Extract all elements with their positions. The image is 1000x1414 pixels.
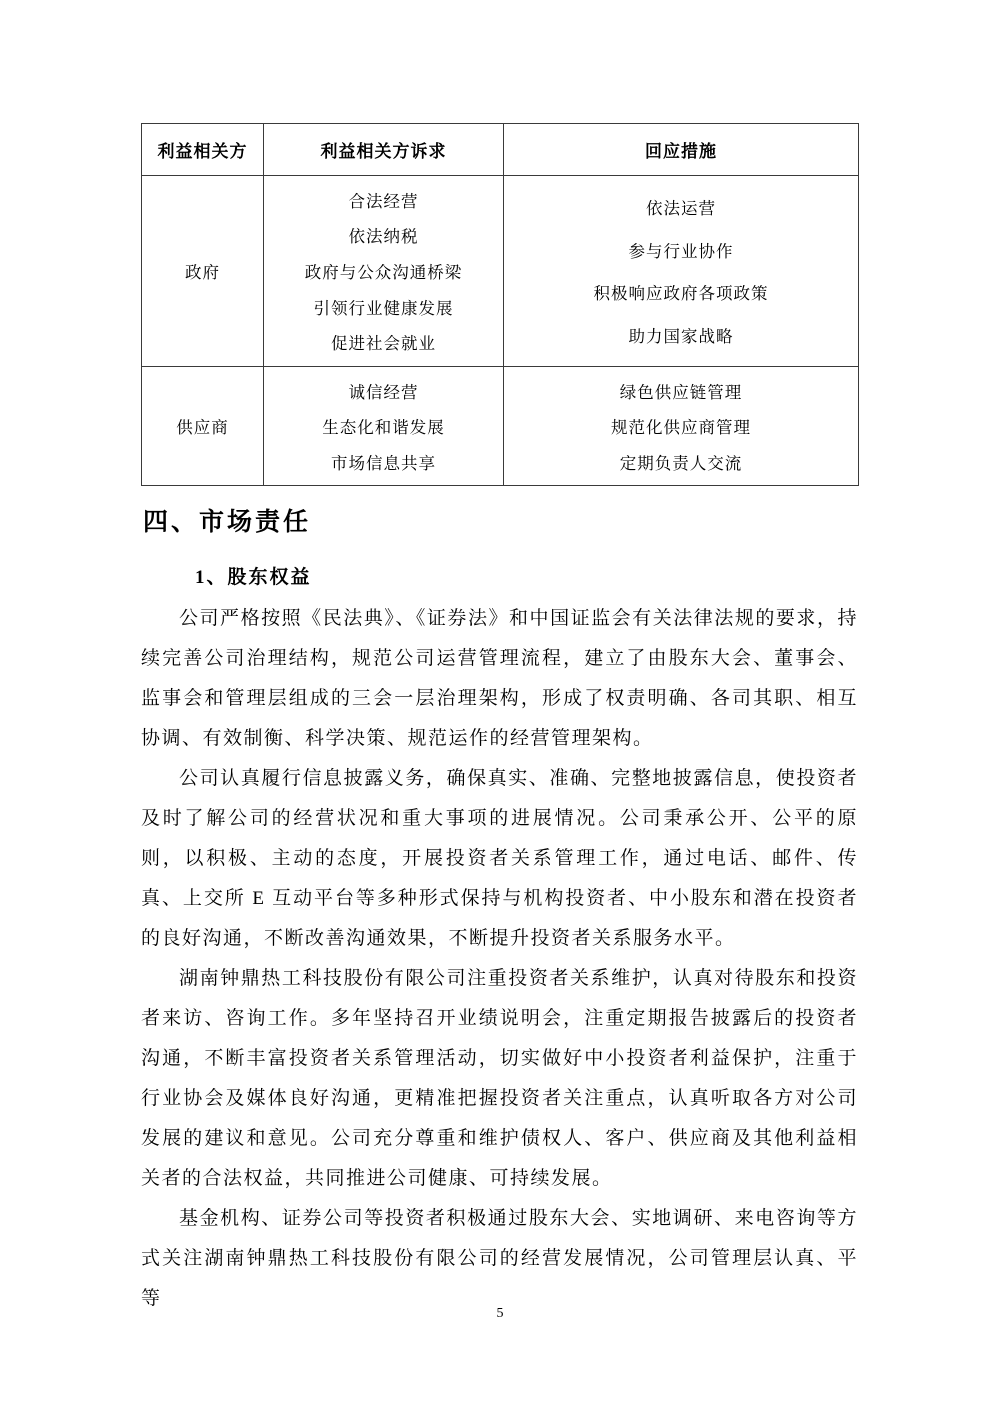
demand-item: 政府与公众沟通桥梁 [304,262,463,282]
paragraph: 基金机构、证券公司等投资者积极通过股东大会、实地调研、来电咨询等方式关注湖南钟鼎热工科技股份有限公司的经营发展情况，公司管理层认真、平等 [141,1208,858,1309]
table-row-supplier [142,367,859,486]
response-item: 定期负责人交流 [619,453,743,473]
demand-item: 依法纳税 [348,227,419,247]
demand-item: 生态化和谐发展 [322,418,445,437]
paragraph: 湖南钟鼎热工科技股份有限公司注重投资者关系维护，认真对待股东和投资者来访、咨询工作。多年坚持召开业绩说明会，注重定期报告披露后的投资者沟通，不断丰富投资者关系管理活动，切实做好中小投资者利益保护，注重于行业协会及媒体良好沟通，更精准把握投资者关注重点，认真听取各方对公司发展的建议和意见。公司充分尊重和维护债权人、客户、供应商及其他利益相关者的合法权益，共同推进公司健康、可持续发展。 [141,968,858,1189]
paragraph: 公司认真履行信息披露义务，确保真实、准确、完整地披露信息，使投资者及时了解公司的经营状况和重大事项的进展情况。公司秉承公开、公平的原则，以积极、主动的态度，开展投资者关系管理工作，通过电话、邮件、传真、上交所 E 互动平台等多种形式保持与机构投资者、中小股东和潜在投资者的良好沟通，不断改善沟通效果，不断提升投资者关系服务水平。 [141,768,858,949]
stakeholder-cell-supplier [142,367,264,486]
demand-item: 诚信经营 [348,382,419,402]
responses-cell-government [504,176,859,367]
table-header-row [142,124,859,176]
table-header-stakeholder: 利益相关方 [142,124,264,176]
response-item: 参与行业协作 [628,241,734,261]
subsection-title: 1、股东权益 [195,567,312,588]
demand-item: 合法经营 [348,191,419,211]
demands-list [264,367,503,485]
table-header-responses: 回应措施 [504,124,859,176]
table-header-demands: 利益相关方诉求 [264,124,504,176]
demands-list [264,176,503,366]
responses-list [504,367,858,485]
stakeholder-cell-government [142,176,264,367]
response-item: 积极响应政府各项政策 [593,284,769,304]
responses-cell-supplier [504,367,859,486]
demand-item: 促进社会就业 [331,334,436,354]
section-title: 四、市场责任 [143,508,312,536]
stakeholder-table [141,123,859,486]
demand-item: 引领行业健康发展 [313,298,454,318]
stakeholder-name: 政府 [185,263,220,282]
responses-list [504,176,858,366]
demands-cell-government [264,176,504,367]
response-item: 依法运营 [646,198,716,218]
response-item: 规范化供应商管理 [611,418,751,437]
body-text [141,599,858,1319]
demand-item: 市场信息共享 [331,453,436,473]
response-item: 绿色供应链管理 [619,382,743,402]
demands-cell-supplier [264,367,504,486]
response-item: 助力国家战略 [628,327,734,347]
table-row-government [142,176,859,367]
stakeholder-name: 供应商 [176,418,229,437]
page-number: 5 [496,1306,504,1321]
paragraph: 公司严格按照《民法典》、《证券法》和中国证监会有关法律法规的要求，持续完善公司治理结构，规范公司运营管理流程，建立了由股东大会、董事会、监事会和管理层组成的三会一层治理架构，形成了权责明确、各司其职、相互协调、有效制衡、科学决策、规范运作的经营管理架构。 [141,608,858,749]
document-content [141,123,858,1319]
